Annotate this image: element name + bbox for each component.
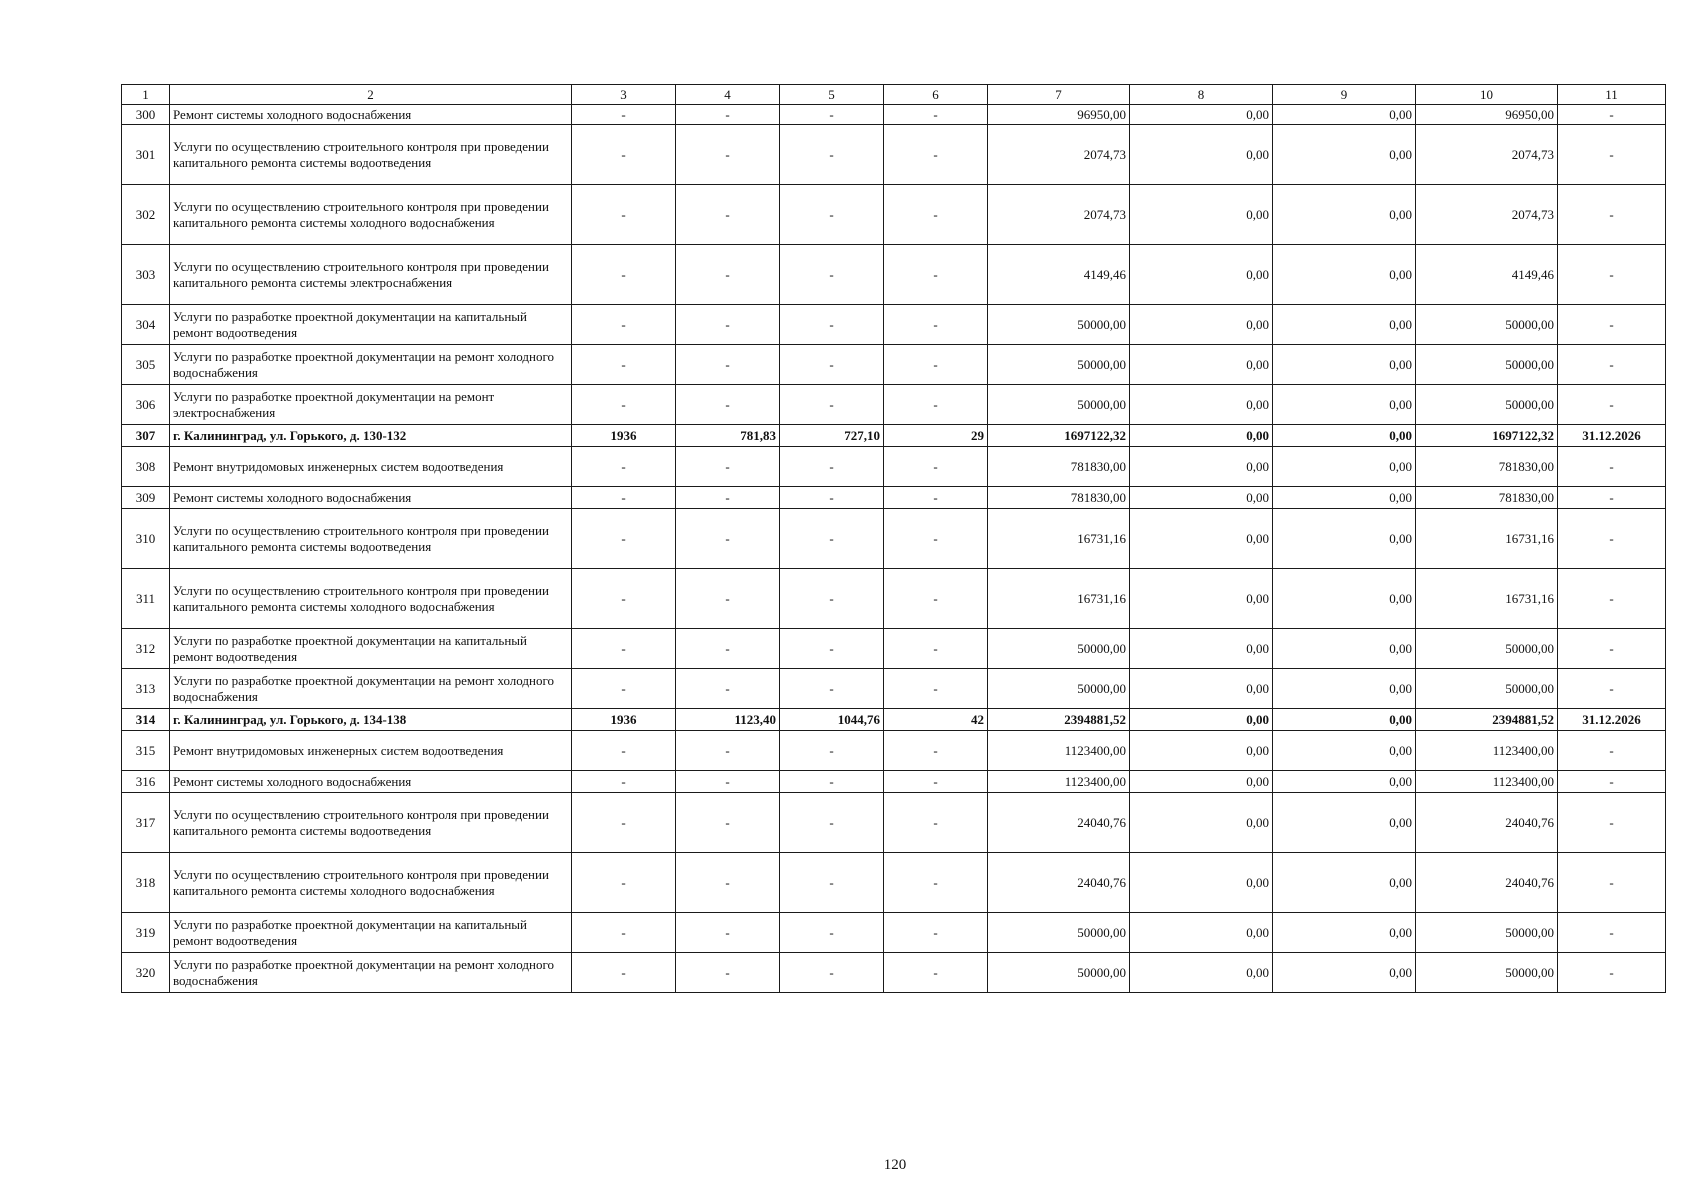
row-number-cell: 317 xyxy=(122,793,170,853)
row-number-cell: 313 xyxy=(122,669,170,709)
col4-cell: - xyxy=(676,305,780,345)
col6-cell: - xyxy=(884,305,988,345)
work-description-cell: Услуги по разработке проектной документации на капитальный ремонт водоотведения xyxy=(170,629,572,669)
col7-cell: 2394881,52 xyxy=(988,709,1130,731)
col9-cell: 0,00 xyxy=(1273,305,1416,345)
work-description-cell: Услуги по осуществлению строительного контроля при проведении капитального ремонта системы холодного водоснабжения xyxy=(170,569,572,629)
col10-cell: 50000,00 xyxy=(1416,669,1558,709)
table-row xyxy=(122,569,1666,629)
column-header: 4 xyxy=(676,85,780,105)
col4-cell: - xyxy=(676,669,780,709)
col3-cell: - xyxy=(572,629,676,669)
col8-cell: 0,00 xyxy=(1130,185,1273,245)
col4-cell: - xyxy=(676,105,780,125)
col7-cell: 50000,00 xyxy=(988,385,1130,425)
col4-cell: - xyxy=(676,853,780,913)
row-number-cell: 310 xyxy=(122,509,170,569)
col10-cell: 2074,73 xyxy=(1416,185,1558,245)
work-description-cell: Услуги по осуществлению строительного контроля при проведении капитального ремонта системы холодного водоснабжения xyxy=(170,853,572,913)
col9-cell: 0,00 xyxy=(1273,487,1416,509)
col9-cell: 0,00 xyxy=(1273,629,1416,669)
col9-cell: 0,00 xyxy=(1273,447,1416,487)
col4-cell: - xyxy=(676,345,780,385)
col9-cell: 0,00 xyxy=(1273,953,1416,993)
column-header: 8 xyxy=(1130,85,1273,105)
col7-cell: 50000,00 xyxy=(988,669,1130,709)
col11-cell: - xyxy=(1558,245,1666,305)
col3-cell: - xyxy=(572,569,676,629)
work-description-cell: Ремонт внутридомовых инженерных систем водоотведения xyxy=(170,447,572,487)
work-description-cell: Услуги по осуществлению строительного контроля при проведении капитального ремонта системы водоотведения xyxy=(170,509,572,569)
col9-cell: 0,00 xyxy=(1273,345,1416,385)
repair-schedule-table xyxy=(121,84,1666,993)
col4-cell: - xyxy=(676,629,780,669)
col5-cell: - xyxy=(780,793,884,853)
col4-cell: - xyxy=(676,569,780,629)
col6-cell: - xyxy=(884,125,988,185)
work-description-cell: Услуги по разработке проектной документации на капитальный ремонт водоотведения xyxy=(170,305,572,345)
col11-cell: 31.12.2026 xyxy=(1558,709,1666,731)
col9-cell: 0,00 xyxy=(1273,731,1416,771)
col5-cell: - xyxy=(780,345,884,385)
column-header: 1 xyxy=(122,85,170,105)
column-header: 6 xyxy=(884,85,988,105)
col11-cell: - xyxy=(1558,853,1666,913)
col8-cell: 0,00 xyxy=(1130,305,1273,345)
col8-cell: 0,00 xyxy=(1130,953,1273,993)
col9-cell: 0,00 xyxy=(1273,853,1416,913)
work-description-cell: Услуги по разработке проектной документации на ремонт холодного водоснабжения xyxy=(170,953,572,993)
col11-cell: 31.12.2026 xyxy=(1558,425,1666,447)
work-description-cell: Услуги по осуществлению строительного контроля при проведении капитального ремонта системы электроснабжения xyxy=(170,245,572,305)
col5-cell: - xyxy=(780,569,884,629)
page-number: 120 xyxy=(883,1157,907,1173)
col5-cell: - xyxy=(780,913,884,953)
col5-cell: - xyxy=(780,853,884,913)
row-number-cell: 319 xyxy=(122,913,170,953)
column-header: 2 xyxy=(170,85,572,105)
col11-cell: - xyxy=(1558,913,1666,953)
table-row xyxy=(122,105,1666,125)
col8-cell: 0,00 xyxy=(1130,709,1273,731)
col11-cell: - xyxy=(1558,629,1666,669)
col5-cell: - xyxy=(780,953,884,993)
col8-cell: 0,00 xyxy=(1130,509,1273,569)
table-row xyxy=(122,853,1666,913)
col11-cell: - xyxy=(1558,731,1666,771)
col11-cell: - xyxy=(1558,953,1666,993)
col10-cell: 50000,00 xyxy=(1416,305,1558,345)
row-number-cell: 300 xyxy=(122,105,170,125)
col5-cell: - xyxy=(780,509,884,569)
col10-cell: 1123400,00 xyxy=(1416,731,1558,771)
col8-cell: 0,00 xyxy=(1130,487,1273,509)
col10-cell: 16731,16 xyxy=(1416,569,1558,629)
row-number-cell: 305 xyxy=(122,345,170,385)
col9-cell: 0,00 xyxy=(1273,771,1416,793)
col11-cell: - xyxy=(1558,793,1666,853)
col6-cell: - xyxy=(884,793,988,853)
col3-cell: 1936 xyxy=(572,425,676,447)
col9-cell: 0,00 xyxy=(1273,245,1416,305)
col5-cell: - xyxy=(780,447,884,487)
col10-cell: 50000,00 xyxy=(1416,385,1558,425)
col5-cell: - xyxy=(780,771,884,793)
col5-cell: - xyxy=(780,245,884,305)
table-row xyxy=(122,509,1666,569)
col9-cell: 0,00 xyxy=(1273,509,1416,569)
col8-cell: 0,00 xyxy=(1130,569,1273,629)
col3-cell: - xyxy=(572,913,676,953)
col6-cell: - xyxy=(884,447,988,487)
col5-cell: - xyxy=(780,125,884,185)
column-header: 3 xyxy=(572,85,676,105)
column-header: 5 xyxy=(780,85,884,105)
work-description-cell: Ремонт системы холодного водоснабжения xyxy=(170,771,572,793)
table-row xyxy=(122,447,1666,487)
col11-cell: - xyxy=(1558,185,1666,245)
col8-cell: 0,00 xyxy=(1130,853,1273,913)
col10-cell: 781830,00 xyxy=(1416,487,1558,509)
col3-cell: - xyxy=(572,853,676,913)
row-number-cell: 314 xyxy=(122,709,170,731)
col6-cell: - xyxy=(884,487,988,509)
col4-cell: 781,83 xyxy=(676,425,780,447)
table-row xyxy=(122,629,1666,669)
row-number-cell: 307 xyxy=(122,425,170,447)
col3-cell: - xyxy=(572,447,676,487)
col11-cell: - xyxy=(1558,105,1666,125)
col11-cell: - xyxy=(1558,569,1666,629)
col3-cell: - xyxy=(572,385,676,425)
col6-cell: - xyxy=(884,953,988,993)
col7-cell: 50000,00 xyxy=(988,629,1130,669)
col5-cell: - xyxy=(780,669,884,709)
col4-cell: - xyxy=(676,245,780,305)
col7-cell: 1123400,00 xyxy=(988,731,1130,771)
work-description-cell: г. Калининград, ул. Горького, д. 130-132 xyxy=(170,425,572,447)
table-row xyxy=(122,425,1666,447)
column-header: 7 xyxy=(988,85,1130,105)
row-number-cell: 304 xyxy=(122,305,170,345)
col3-cell: 1936 xyxy=(572,709,676,731)
col6-cell: - xyxy=(884,731,988,771)
row-number-cell: 302 xyxy=(122,185,170,245)
col6-cell: - xyxy=(884,345,988,385)
col8-cell: 0,00 xyxy=(1130,669,1273,709)
col9-cell: 0,00 xyxy=(1273,669,1416,709)
col7-cell: 50000,00 xyxy=(988,345,1130,385)
col10-cell: 50000,00 xyxy=(1416,345,1558,385)
col7-cell: 781830,00 xyxy=(988,487,1130,509)
col6-cell: 42 xyxy=(884,709,988,731)
col8-cell: 0,00 xyxy=(1130,105,1273,125)
col7-cell: 4149,46 xyxy=(988,245,1130,305)
col5-cell: - xyxy=(780,185,884,245)
col8-cell: 0,00 xyxy=(1130,425,1273,447)
col10-cell: 2074,73 xyxy=(1416,125,1558,185)
table-row xyxy=(122,731,1666,771)
col9-cell: 0,00 xyxy=(1273,793,1416,853)
col9-cell: 0,00 xyxy=(1273,125,1416,185)
col7-cell: 2074,73 xyxy=(988,185,1130,245)
col10-cell: 1123400,00 xyxy=(1416,771,1558,793)
col10-cell: 24040,76 xyxy=(1416,793,1558,853)
table-row xyxy=(122,793,1666,853)
col7-cell: 50000,00 xyxy=(988,305,1130,345)
col11-cell: - xyxy=(1558,385,1666,425)
col7-cell: 1697122,32 xyxy=(988,425,1130,447)
col7-cell: 96950,00 xyxy=(988,105,1130,125)
row-number-cell: 312 xyxy=(122,629,170,669)
col6-cell: - xyxy=(884,245,988,305)
col9-cell: 0,00 xyxy=(1273,913,1416,953)
col3-cell: - xyxy=(572,509,676,569)
table-row xyxy=(122,709,1666,731)
col7-cell: 781830,00 xyxy=(988,447,1130,487)
table-row xyxy=(122,385,1666,425)
work-description-cell: г. Калининград, ул. Горького, д. 134-138 xyxy=(170,709,572,731)
col4-cell: - xyxy=(676,793,780,853)
col8-cell: 0,00 xyxy=(1130,629,1273,669)
column-header: 11 xyxy=(1558,85,1666,105)
column-header: 9 xyxy=(1273,85,1416,105)
col4-cell: - xyxy=(676,385,780,425)
col4-cell: - xyxy=(676,487,780,509)
row-number-cell: 309 xyxy=(122,487,170,509)
col9-cell: 0,00 xyxy=(1273,709,1416,731)
col11-cell: - xyxy=(1558,305,1666,345)
col11-cell: - xyxy=(1558,669,1666,709)
col10-cell: 24040,76 xyxy=(1416,853,1558,913)
col8-cell: 0,00 xyxy=(1130,447,1273,487)
col6-cell: - xyxy=(884,509,988,569)
col11-cell: - xyxy=(1558,509,1666,569)
col9-cell: 0,00 xyxy=(1273,185,1416,245)
col11-cell: - xyxy=(1558,447,1666,487)
col6-cell: - xyxy=(884,185,988,245)
work-description-cell: Ремонт системы холодного водоснабжения xyxy=(170,105,572,125)
row-number-cell: 308 xyxy=(122,447,170,487)
col8-cell: 0,00 xyxy=(1130,793,1273,853)
work-description-cell: Услуги по осуществлению строительного контроля при проведении капитального ремонта системы водоотведения xyxy=(170,125,572,185)
col11-cell: - xyxy=(1558,771,1666,793)
col3-cell: - xyxy=(572,345,676,385)
col3-cell: - xyxy=(572,487,676,509)
col3-cell: - xyxy=(572,105,676,125)
col8-cell: 0,00 xyxy=(1130,125,1273,185)
col10-cell: 16731,16 xyxy=(1416,509,1558,569)
col6-cell: - xyxy=(884,853,988,913)
work-description-cell: Услуги по осуществлению строительного контроля при проведении капитального ремонта системы холодного водоснабжения xyxy=(170,185,572,245)
col3-cell: - xyxy=(572,731,676,771)
col6-cell: - xyxy=(884,629,988,669)
col4-cell: - xyxy=(676,185,780,245)
col6-cell: - xyxy=(884,913,988,953)
col10-cell: 781830,00 xyxy=(1416,447,1558,487)
col7-cell: 24040,76 xyxy=(988,793,1130,853)
table-row xyxy=(122,487,1666,509)
row-number-cell: 303 xyxy=(122,245,170,305)
table-row xyxy=(122,913,1666,953)
col6-cell: - xyxy=(884,669,988,709)
col9-cell: 0,00 xyxy=(1273,425,1416,447)
col5-cell: - xyxy=(780,105,884,125)
col3-cell: - xyxy=(572,953,676,993)
table-row xyxy=(122,245,1666,305)
col11-cell: - xyxy=(1558,125,1666,185)
table-row xyxy=(122,953,1666,993)
col7-cell: 1123400,00 xyxy=(988,771,1130,793)
col6-cell: - xyxy=(884,105,988,125)
col10-cell: 50000,00 xyxy=(1416,629,1558,669)
col6-cell: - xyxy=(884,385,988,425)
col8-cell: 0,00 xyxy=(1130,771,1273,793)
col4-cell: - xyxy=(676,125,780,185)
col3-cell: - xyxy=(572,771,676,793)
col5-cell: - xyxy=(780,629,884,669)
row-number-cell: 315 xyxy=(122,731,170,771)
col10-cell: 2394881,52 xyxy=(1416,709,1558,731)
table-row xyxy=(122,669,1666,709)
table-row xyxy=(122,771,1666,793)
col7-cell: 16731,16 xyxy=(988,569,1130,629)
row-number-cell: 306 xyxy=(122,385,170,425)
col4-cell: - xyxy=(676,913,780,953)
table-row xyxy=(122,185,1666,245)
col9-cell: 0,00 xyxy=(1273,105,1416,125)
work-description-cell: Услуги по разработке проектной документации на ремонт электроснабжения xyxy=(170,385,572,425)
col8-cell: 0,00 xyxy=(1130,385,1273,425)
col4-cell: 1123,40 xyxy=(676,709,780,731)
col4-cell: - xyxy=(676,509,780,569)
row-number-cell: 301 xyxy=(122,125,170,185)
col7-cell: 2074,73 xyxy=(988,125,1130,185)
col6-cell: - xyxy=(884,771,988,793)
col7-cell: 16731,16 xyxy=(988,509,1130,569)
row-number-cell: 316 xyxy=(122,771,170,793)
work-description-cell: Услуги по разработке проектной документации на ремонт холодного водоснабжения xyxy=(170,345,572,385)
col6-cell: 29 xyxy=(884,425,988,447)
col7-cell: 50000,00 xyxy=(988,913,1130,953)
col4-cell: - xyxy=(676,447,780,487)
col5-cell: - xyxy=(780,385,884,425)
col4-cell: - xyxy=(676,771,780,793)
col6-cell: - xyxy=(884,569,988,629)
col8-cell: 0,00 xyxy=(1130,345,1273,385)
work-description-cell: Услуги по осуществлению строительного контроля при проведении капитального ремонта системы водоотведения xyxy=(170,793,572,853)
table-row xyxy=(122,125,1666,185)
work-description-cell: Услуги по разработке проектной документации на ремонт холодного водоснабжения xyxy=(170,669,572,709)
col8-cell: 0,00 xyxy=(1130,731,1273,771)
col4-cell: - xyxy=(676,731,780,771)
col10-cell: 1697122,32 xyxy=(1416,425,1558,447)
col4-cell: - xyxy=(676,953,780,993)
col5-cell: - xyxy=(780,305,884,345)
work-description-cell: Ремонт системы холодного водоснабжения xyxy=(170,487,572,509)
col11-cell: - xyxy=(1558,487,1666,509)
col5-cell: 1044,76 xyxy=(780,709,884,731)
col8-cell: 0,00 xyxy=(1130,913,1273,953)
column-number-header-row xyxy=(122,85,1666,105)
col10-cell: 50000,00 xyxy=(1416,953,1558,993)
col7-cell: 24040,76 xyxy=(988,853,1130,913)
work-description-cell: Ремонт внутридомовых инженерных систем водоотведения xyxy=(170,731,572,771)
row-number-cell: 311 xyxy=(122,569,170,629)
col3-cell: - xyxy=(572,185,676,245)
col3-cell: - xyxy=(572,245,676,305)
row-number-cell: 320 xyxy=(122,953,170,993)
col9-cell: 0,00 xyxy=(1273,385,1416,425)
col5-cell: - xyxy=(780,487,884,509)
col9-cell: 0,00 xyxy=(1273,569,1416,629)
col8-cell: 0,00 xyxy=(1130,245,1273,305)
col3-cell: - xyxy=(572,793,676,853)
col5-cell: 727,10 xyxy=(780,425,884,447)
work-description-cell: Услуги по разработке проектной документации на капитальный ремонт водоотведения xyxy=(170,913,572,953)
col10-cell: 50000,00 xyxy=(1416,913,1558,953)
table-row xyxy=(122,345,1666,385)
table-row xyxy=(122,305,1666,345)
col3-cell: - xyxy=(572,305,676,345)
col10-cell: 4149,46 xyxy=(1416,245,1558,305)
col3-cell: - xyxy=(572,669,676,709)
row-number-cell: 318 xyxy=(122,853,170,913)
col11-cell: - xyxy=(1558,345,1666,385)
col3-cell: - xyxy=(572,125,676,185)
col10-cell: 96950,00 xyxy=(1416,105,1558,125)
column-header: 10 xyxy=(1416,85,1558,105)
col7-cell: 50000,00 xyxy=(988,953,1130,993)
col5-cell: - xyxy=(780,731,884,771)
